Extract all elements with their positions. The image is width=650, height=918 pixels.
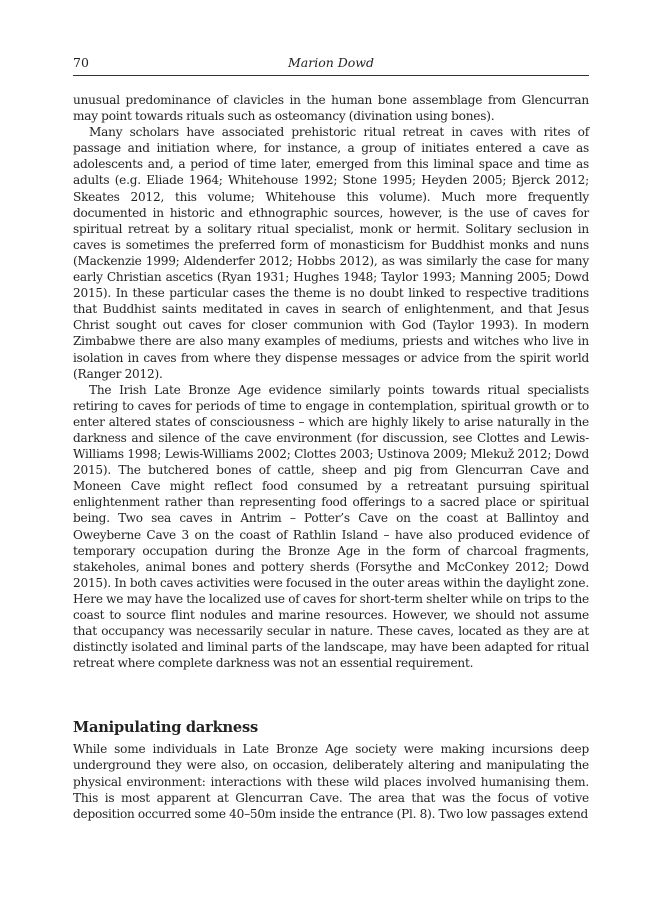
book-page: [73, 54, 589, 822]
paragraph-manipulating-darkness: While some individuals in Late Bronze Age society were making incursions deep underground they were also, on occasion, deliberately altering and manipulating the physical environment: interactions with these wild places involved humanising them. This is most apparent at Glencurran Cave. The area that was the focus of votive deposition occurred some 40–50m inside the entrance (Pl. 8). Two low passages extend: [73, 742, 589, 821]
body-text: [73, 92, 589, 822]
running-head-author: Marion Dowd: [287, 55, 375, 70]
running-head: [73, 54, 589, 72]
paragraph-irish-evidence: The Irish Late Bronze Age evidence similarly points towards ritual specialists retiring to caves for periods of time to engage in contemplation, spiritual growth or to enter altered states of consciousness – which are highly likely to arise naturally in the darkness and silence of the cave environment (for discussion, see Clottes and Lewis-Williams 1998; Lewis-Williams 2002; Clottes 2003; Ustinova 2009; Mlekuž 2012; Dowd 2015). The butchered bones of cattle, sheep and pig from Glencurran Cave and Moneen Cave might reflect food consumed by a retreatant pursuing spiritual enlightenment rather than representing food offerings to a sacred place or spiritual being. Two sea caves in Antrim – Potter’s Cave on the coast at Ballintoy and Oweyberne Cave 3 on the coast of Rathlin Island – have also produced evidence of temporary occupation during the Bronze Age in the form of charcoal fragments, stakeholes, animal bones and pottery sherds (Forsythe and McConkey 2012; Dowd 2015). In both caves activities were focused in the outer areas within the daylight zone. Here we may have the localized use of caves for short-term shelter while on trips to the coast to source flint nodules and marine resources. However, we should not assume that occupancy was necessarily secular in nature. These caves, located as they are at distinctly isolated and liminal parts of the landscape, may have been adapted for ritual retreat where complete darkness was not an essential requirement.: [73, 382, 589, 671]
paragraph-ritual-retreat: Many scholars have associated prehistoric ritual retreat in caves with rites of passage and initiation where, for instance, a group of initiates entered a cave as adolescents and, a period of time later, emerged from this liminal space and time as adults (e.g. Eliade 1964; Whitehouse 1992; Stone 1995; Heyden 2005; Bjerck 2012; Skeates 2012, this volume; Whitehouse this volume). Much more frequently documented in historic and ethnographic sources, however, is the use of caves for spiritual retreat by a solitary ritual specialist, monk or hermit. Solitary seclusion in caves is sometimes the preferred form of monasticism for Buddhist monks and nuns (Mackenzie 1999; Aldenderfer 2012; Hobbs 2012), as was similarly the case for many early Christian ascetics (Ryan 1931; Hughes 1948; Taylor 1993; Manning 2005; Dowd 2015). In these particular cases the theme is no doubt linked to respective traditions that Buddhist saints meditated in caves in search of enlightenment, and that Jesus Christ sought out caves for closer communion with God (Taylor 1993). In modern Zimbabwe there are also many examples of mediums, priests and witches who live in isolation in caves from where they dispense messages or advice from the spirit world (Ranger 2012).: [73, 125, 589, 381]
section-heading: Manipulating darkness: [73, 719, 259, 737]
paragraph-continued: unusual predominance of clavicles in the human bone assemblage from Glencurran may point towards rituals such as osteomancy (divination using bones).: [73, 93, 589, 124]
header-rule: [73, 75, 589, 76]
page-number: 70: [73, 55, 89, 70]
